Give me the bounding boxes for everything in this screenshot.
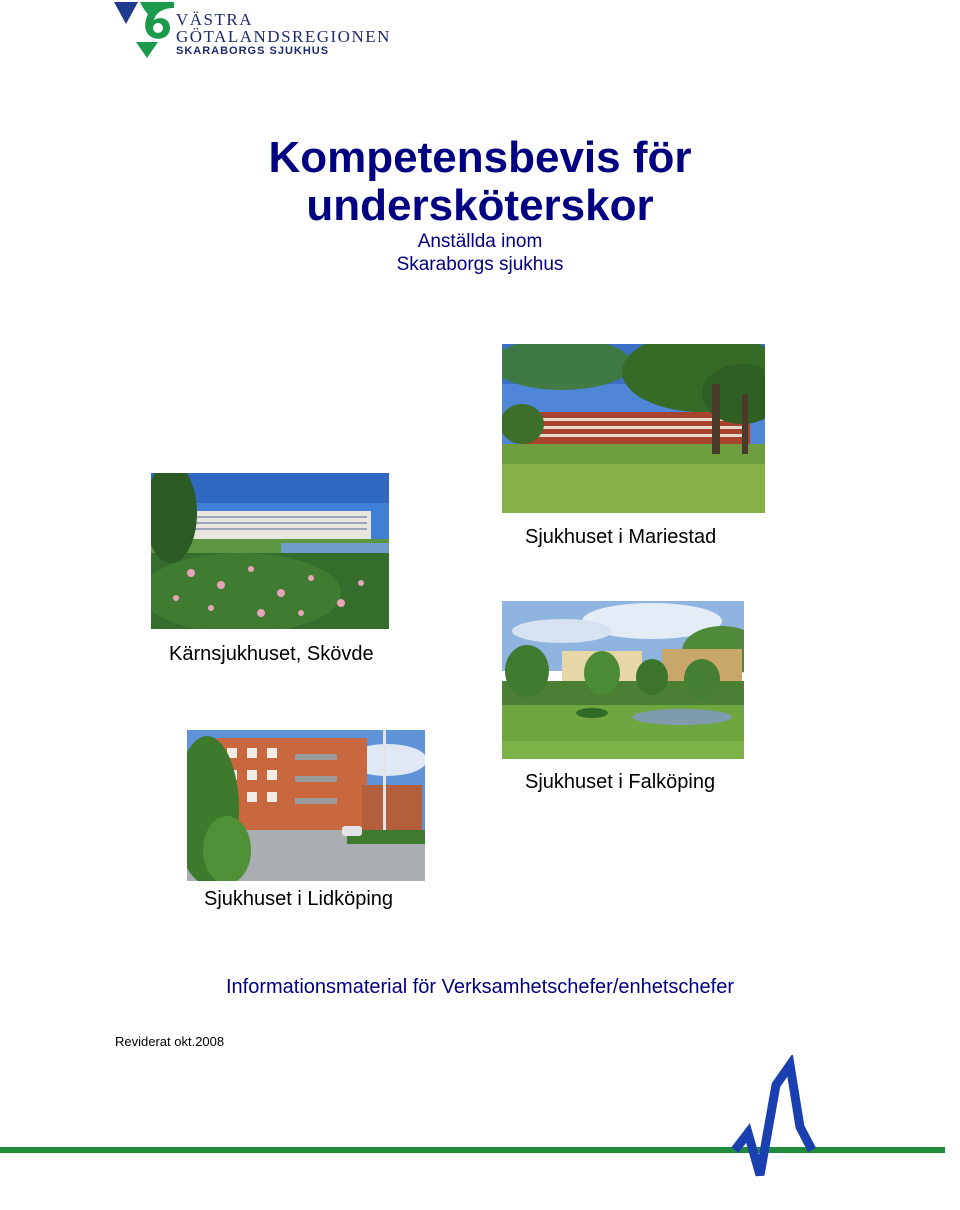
photo-mariestad <box>502 344 765 513</box>
footer-line <box>0 1147 945 1153</box>
logo-line-3: SKARABORGS SJUKHUS <box>176 45 330 57</box>
info-text: Informationsmaterial för Verksamhetschefer/enhetschefer <box>226 976 735 998</box>
subtitle-line-2: Skaraborgs sjukhus <box>396 254 564 275</box>
logo-line-1: VÄSTRA <box>176 10 254 29</box>
caption-falkoping: Sjukhuset i Falköping <box>525 771 716 793</box>
photo-skovde <box>151 473 389 629</box>
photo-falkoping <box>502 601 744 759</box>
subtitle-line-1: Anställda inom <box>417 231 543 252</box>
photo-lidkoping <box>187 730 425 881</box>
revised-date: Reviderat okt.2008 <box>115 1034 225 1049</box>
logo-line-2: GÖTALANDSREGIONEN <box>176 27 391 46</box>
region-logo <box>114 2 391 58</box>
logo-emblem-icon <box>114 2 174 58</box>
caption-skovde: Kärnsjukhuset, Skövde <box>169 643 374 665</box>
heartbeat-pulse-icon <box>735 1065 812 1175</box>
caption-lidkoping: Sjukhuset i Lidköping <box>204 888 394 910</box>
title-line-1: Kompetensbevis för <box>268 133 692 182</box>
footer-pulse-graphic <box>0 1055 960 1205</box>
caption-mariestad: Sjukhuset i Mariestad <box>525 526 717 548</box>
page-title <box>0 134 960 230</box>
title-line-2: undersköterskor <box>306 181 654 230</box>
page-subtitle <box>0 230 960 276</box>
